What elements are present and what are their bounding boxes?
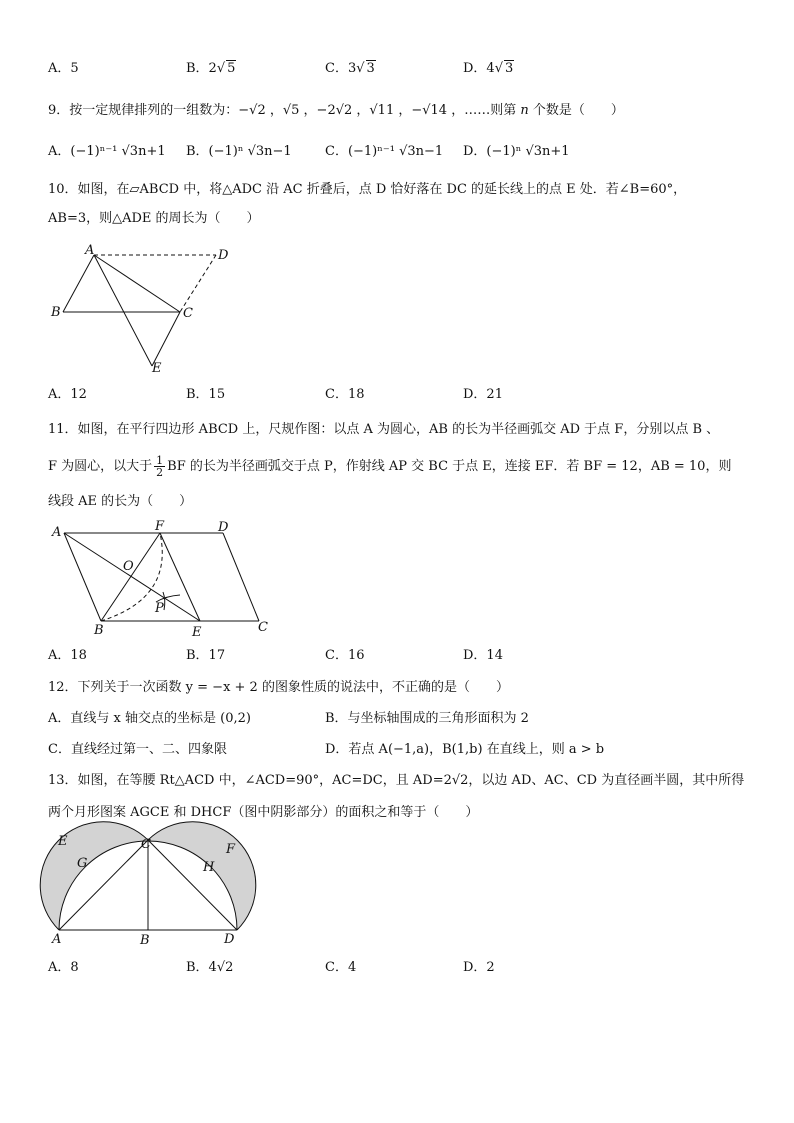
q11-label-a: A — [52, 525, 62, 540]
q10-stem-line1: 10．如图，在▱ABCD 中，将△ADC 沿 AC 折叠后，点 D 恰好落在 DC 的延长线上的点 E 处．若∠B=60°， — [48, 182, 687, 197]
q13-option-c: C．4 — [325, 960, 357, 975]
q10-label-a: A — [85, 243, 95, 258]
q12-option-d: D．若点 A(−1,a)，B(1,b) 在直线上，则 a > b — [325, 742, 605, 757]
q13-stem-line2: 两个月形图案 AGCE 和 DHCF（图中阴影部分）的面积之和等于（ ） — [48, 805, 479, 820]
q10-stem-line2: AB=3，则△ADE 的周长为（ ） — [48, 211, 260, 226]
q13-label-g: G — [77, 856, 88, 871]
q9-option-c: C．(−1)ⁿ⁻¹ √3n−1 — [325, 144, 444, 159]
q13-option-d: D．2 — [463, 960, 495, 975]
q12-option-b: B．与坐标轴围成的三角形面积为 2 — [325, 711, 529, 726]
q13-label-b: B — [140, 933, 150, 948]
q13-label-a: A — [52, 932, 62, 947]
q12-option-c: C．直线经过第一、二、四象限 — [48, 742, 227, 757]
q13-stem-line1: 13．如图，在等腰 Rt△ACD 中，∠ACD=90°，AC=DC，且 AD=2√2，以边 AD、AC、CD 为直径画半圆，其中所得 — [48, 773, 745, 788]
q9-option-a: A．(−1)ⁿ⁻¹ √3n+1 — [48, 144, 166, 159]
q10-option-c: C．18 — [325, 387, 365, 402]
q11-label-o: O — [123, 559, 134, 574]
q9-option-b: B．(−1)ⁿ √3n−1 — [186, 144, 292, 159]
q13-figure — [48, 830, 258, 950]
q10-label-c: C — [183, 306, 193, 321]
q11-stem-line1: 11．如图，在平行四边形 ABCD 上，尺规作图：以点 A 为圆心，AB 的长为半径画弧交 AD 于点 F，分别以点 B 、 — [48, 422, 720, 437]
q11-fraction: $\frac{1}{2}$ — [156, 454, 164, 479]
q13-label-f: F — [226, 842, 236, 857]
q11-label-f: F — [155, 519, 165, 534]
q11-option-c: C．16 — [325, 648, 365, 663]
q11-stem-line3: 线段 AE 的长为（ ） — [48, 494, 193, 509]
q10-option-a: A．12 — [48, 387, 87, 402]
q10-option-d: D．21 — [463, 387, 503, 402]
q12-stem: 12．下列关于一次函数 y = −x + 2 的图象性质的说法中，不正确的是（ ） — [48, 680, 509, 695]
q11-label-c: C — [258, 620, 268, 635]
q11-figure — [48, 520, 278, 642]
q8-option-b: B．2√ 5 — [186, 60, 236, 78]
q11-label-p: P — [155, 601, 164, 616]
q10-option-b: B．15 — [186, 387, 226, 402]
q10-label-e: E — [152, 361, 162, 376]
q10-label-b: B — [51, 305, 61, 320]
q11-option-d: D．14 — [463, 648, 503, 663]
q8-option-c: C．3√ 3 — [325, 60, 376, 78]
q13-label-c: C — [141, 837, 151, 852]
q8-option-a: A．5 — [48, 61, 79, 76]
q13-label-e: E — [58, 834, 68, 849]
q13-option-a: A．8 — [48, 960, 79, 975]
q13-option-b: B．4√2 — [186, 960, 234, 975]
q13-label-h: H — [203, 860, 215, 875]
q11-label-d: D — [218, 520, 229, 535]
q12-option-a: A．直线与 x 轴交点的坐标是 (0,2) — [48, 711, 251, 726]
q11-label-b: B — [94, 623, 104, 638]
q8-option-d: D．4√ 3 — [463, 60, 514, 78]
q9-option-d: D．(−1)ⁿ √3n+1 — [463, 144, 570, 159]
q11-option-b: B．17 — [186, 648, 226, 663]
q11-option-a: A．18 — [48, 648, 87, 663]
q11-label-e: E — [192, 625, 202, 640]
q13-label-d: D — [224, 932, 235, 947]
q9-stem: 9．按一定规律排列的一组数为：−√2 ，√5 ，−2√2 ，√11 ，−√14 ，……则第 n 个数是（ ） — [48, 103, 624, 118]
q11-stem-line2: F 为圆心，以大于 $\frac{1}{2}$ BF 的长为半径画弧交于点 P，作射线 AP 交 BC 于点 E，连接 EF．若 BF = 12，AB = 10，则 — [48, 454, 732, 479]
q10-figure — [48, 244, 238, 376]
q10-label-d: D — [218, 248, 229, 263]
